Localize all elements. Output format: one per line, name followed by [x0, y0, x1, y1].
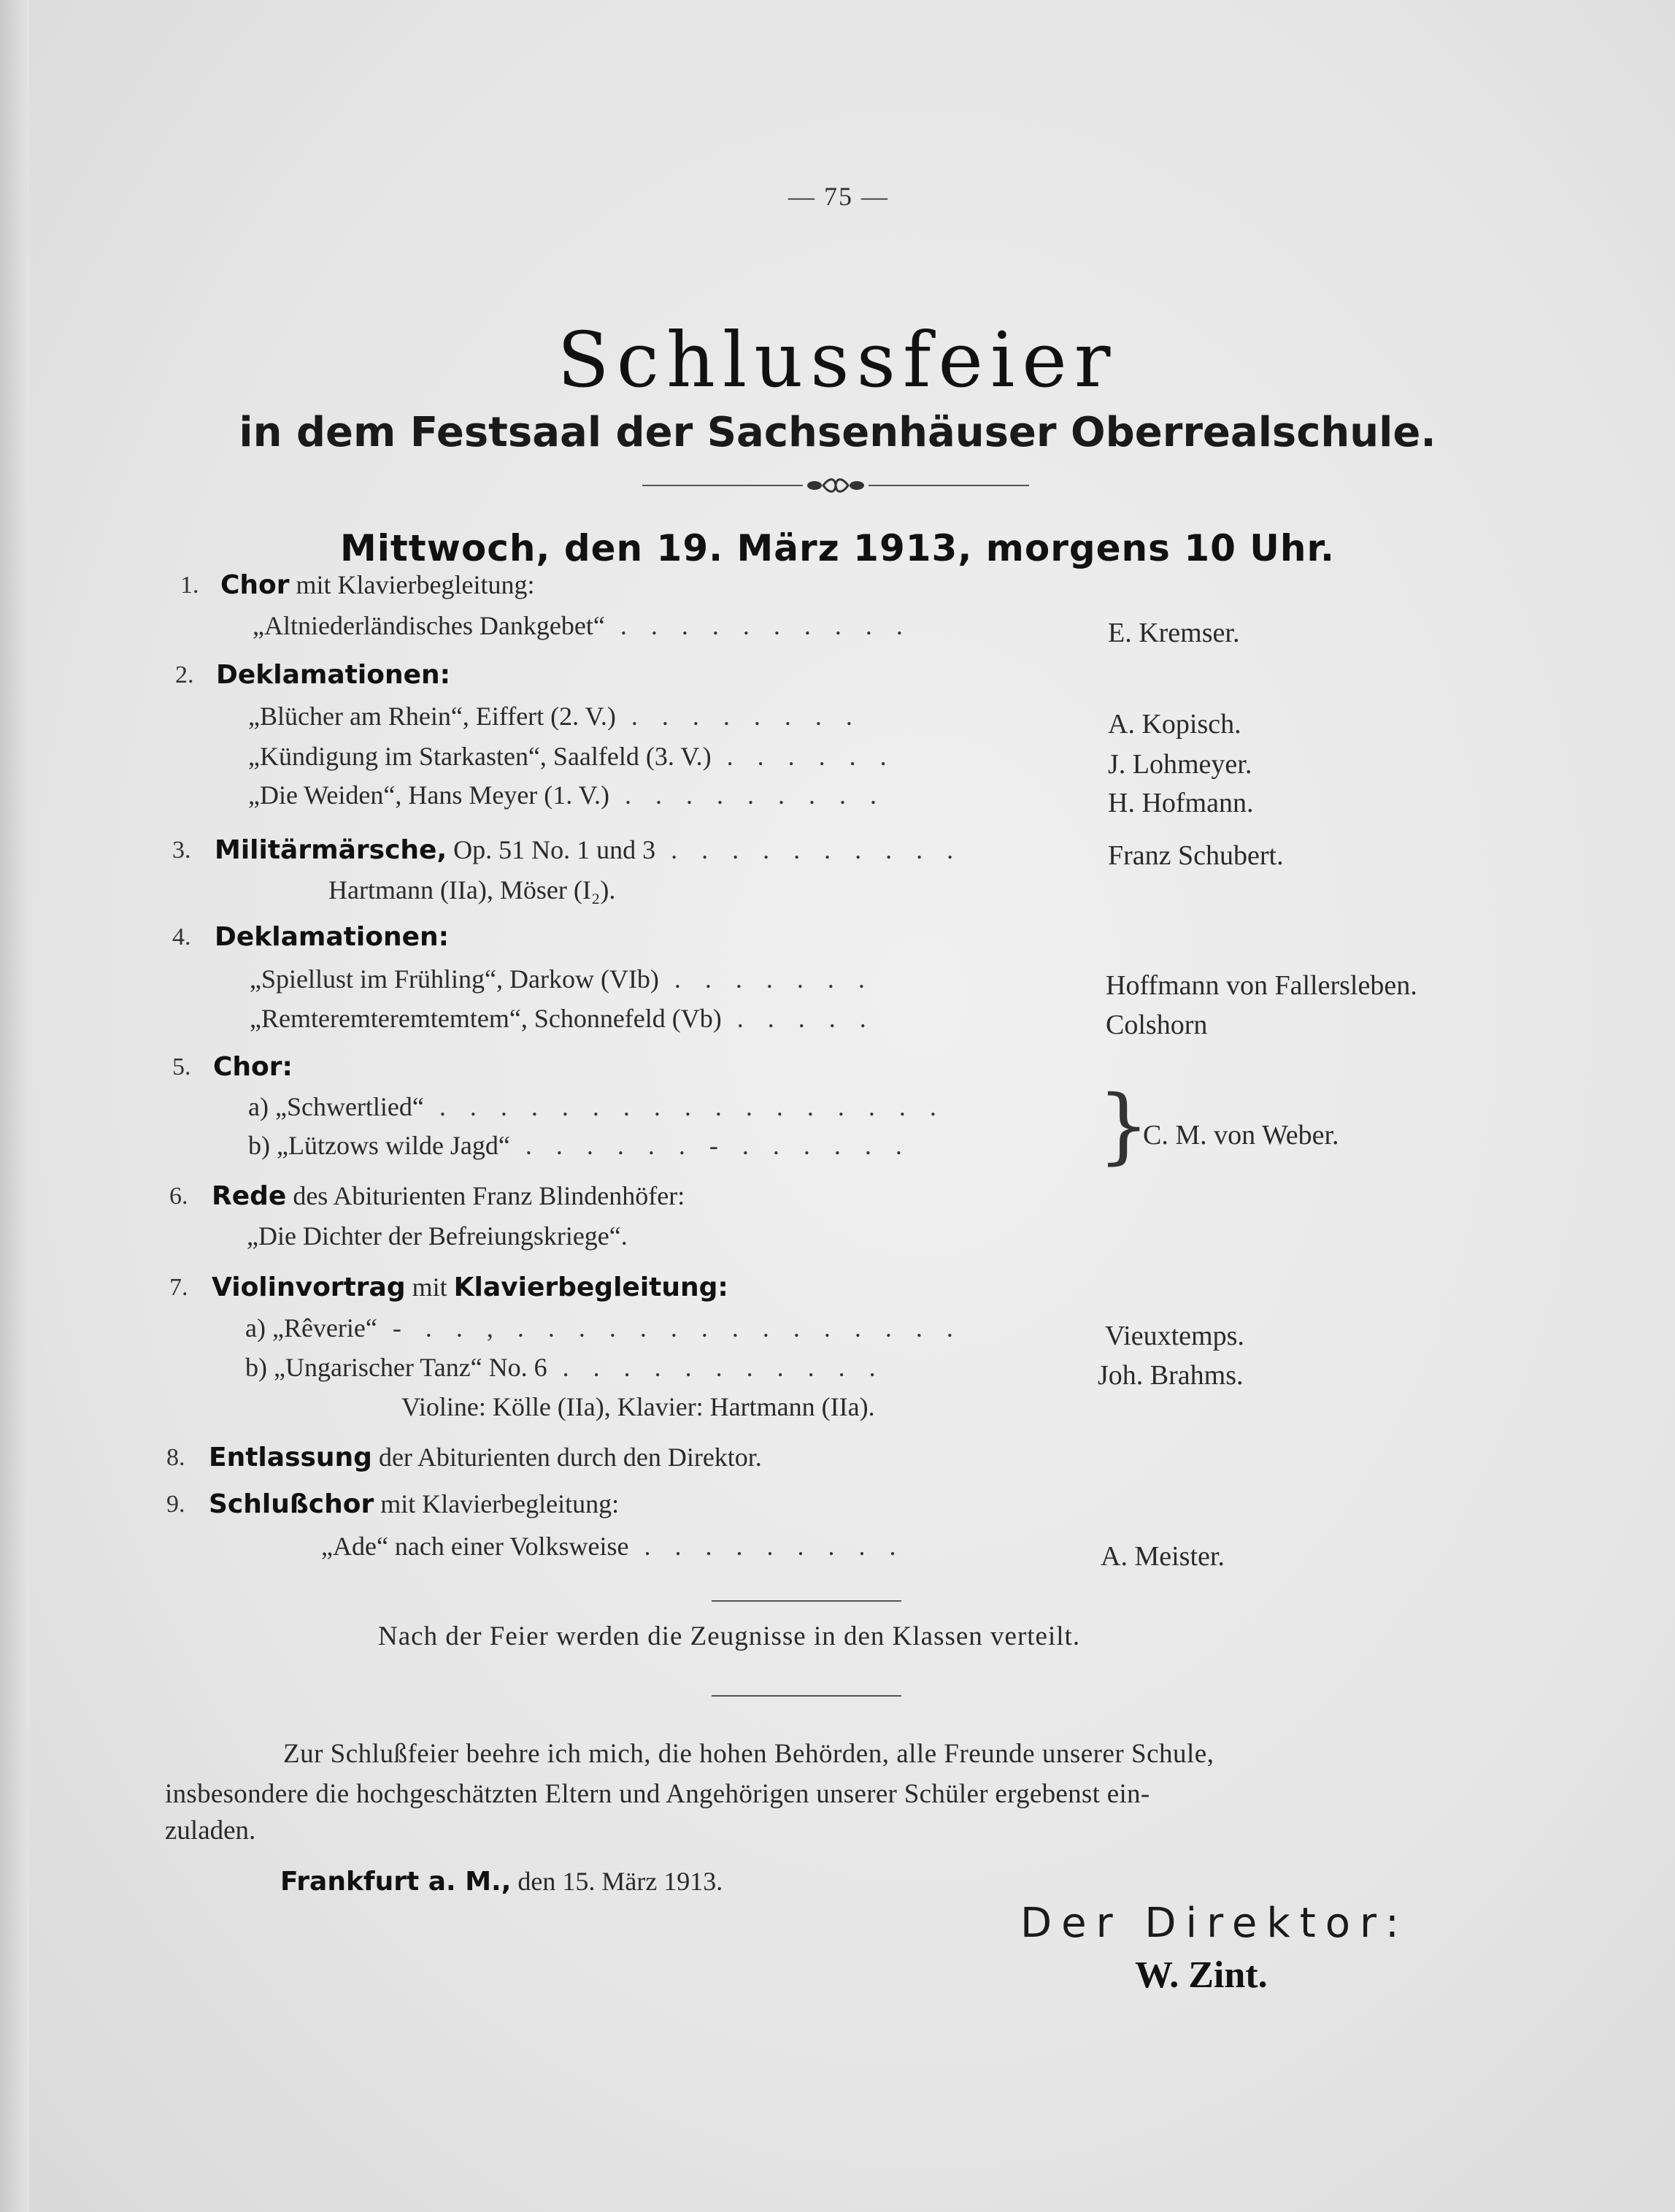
composer: A. Kopisch. — [1108, 709, 1241, 740]
place-date — [280, 1866, 723, 1897]
divider — [712, 1695, 901, 1697]
item-text: Op. 51 No. 1 und 3 — [447, 835, 656, 864]
program-item-4 — [215, 921, 449, 952]
item-number: 6. — [169, 1183, 188, 1210]
piece-title: „Blücher am Rhein“, Eiffert (2. V.) — [248, 702, 616, 731]
signature-name: W. Zint. — [1135, 1954, 1268, 1996]
leader-dots: . . . . . . . . — [615, 702, 861, 731]
item-text: mit Klavierbegleitung: — [289, 570, 535, 599]
piece-title: „Spiellust im Frühling“, Darkow (VIb) — [250, 964, 659, 994]
program-line — [248, 1130, 911, 1161]
composer: H. Hofmann. — [1108, 788, 1254, 818]
leader-dots: . . . . . . . . . — [609, 780, 885, 810]
program-item-5 — [213, 1051, 293, 1082]
program-item-6 — [212, 1180, 685, 1211]
ornament-divider — [642, 475, 1029, 496]
item-number: 5. — [172, 1053, 191, 1080]
divider — [712, 1600, 901, 1602]
invitation-line: zuladen. — [165, 1816, 256, 1846]
performers-line: Hartmann (IIa), Möser (I₂). — [328, 875, 616, 905]
page-title: Schlussfeier — [557, 315, 1118, 404]
leader-dots: . . . . . . . . . . — [604, 611, 912, 640]
event-dateline: Mittwoch, den 19. März 1913, morgens 10 Uhr. — [339, 527, 1336, 569]
signature-label: Der Direktor: — [1020, 1900, 1409, 1947]
composer: Colshorn — [1106, 1010, 1208, 1040]
program-item-8 — [209, 1442, 762, 1472]
piece-title: b) „Ungarischer Tanz“ No. 6 — [245, 1353, 547, 1382]
leader-dots: . . . . . . — [711, 742, 896, 771]
leader-dots: . . . . . . . . . . — [655, 835, 963, 864]
item-heading: Entlassung — [209, 1443, 372, 1472]
program-line — [250, 1003, 875, 1034]
program-item-2 — [216, 659, 450, 690]
program-item-1 — [220, 569, 534, 600]
leader-dots: . . . . . . . . . — [628, 1532, 905, 1561]
composer: Joh. Brahms. — [1098, 1360, 1244, 1391]
program-line — [321, 1531, 905, 1562]
brace: } — [1098, 1078, 1150, 1173]
item-number: 4. — [172, 923, 191, 951]
program-line — [248, 701, 861, 731]
program-line — [253, 610, 912, 641]
item-heading: Militärmärsche, — [215, 835, 447, 865]
composer: J. Lohmeyer. — [1108, 749, 1252, 780]
note-text: Nach der Feier werden die Zeugnisse in den Klassen verteilt. — [378, 1621, 1081, 1651]
program-item-7 — [212, 1272, 728, 1302]
item-heading: Chor — [220, 570, 290, 600]
piece-title: „Die Weiden“, Hans Meyer (1. V.) — [248, 780, 609, 810]
program-line — [248, 780, 885, 810]
date: den 15. März 1913. — [511, 1867, 723, 1896]
speech-title: „Die Dichter der Befreiungskriege“. — [247, 1221, 628, 1251]
piece-title: a) „Rêverie“ — [245, 1313, 377, 1343]
item-number: 9. — [166, 1491, 185, 1518]
piece-title: „Altniederländisches Dankgebet“ — [253, 611, 605, 640]
leader-dots: . . . . . . . . . . . — [547, 1353, 885, 1382]
item-heading: Violinvortrag — [212, 1272, 406, 1302]
program-line — [248, 741, 896, 772]
performers-line: Violine: Kölle (IIa), Klavier: Hartmann (IIa). — [401, 1392, 875, 1421]
program-line — [248, 1091, 945, 1122]
invitation-line: insbesondere die hochgeschätzten Eltern und Angehörigen unserer Schüler ergebenst ein- — [165, 1779, 1150, 1809]
piece-title: „Remteremteremtemtem“, Schonnefeld (Vb) — [250, 1004, 722, 1033]
composer: C. M. von Weber. — [1143, 1120, 1339, 1151]
item-heading: Schlußchor — [209, 1489, 374, 1519]
page-number: — 75 — — [788, 182, 889, 211]
leader-dots: . . . . . . . . . . . . . . . . . — [423, 1092, 945, 1121]
item-heading: Rede — [212, 1181, 287, 1211]
program-item-9 — [209, 1489, 619, 1519]
composer: A. Meister. — [1101, 1541, 1225, 1572]
item-number: 8. — [166, 1444, 185, 1471]
item-number: 2. — [175, 661, 194, 688]
program-line — [250, 964, 874, 994]
program-line — [245, 1352, 885, 1383]
item-text: mit Klavierbegleitung: — [374, 1489, 620, 1518]
leader-dots: . . . . . . - . . . . . . — [509, 1131, 911, 1160]
item-text: der Abiturienten durch den Direktor. — [371, 1443, 762, 1472]
piece-title: a) „Schwertlied“ — [248, 1092, 424, 1121]
item-heading: Chor: — [213, 1052, 293, 1082]
leader-dots: - . . , . . . . . . . . . . . . . . . — [377, 1313, 962, 1343]
program-line — [245, 1313, 962, 1343]
item-heading: Klavierbegleitung: — [453, 1272, 728, 1302]
leader-dots: . . . . . — [721, 1004, 875, 1033]
piece-title: b) „Lützows wilde Jagd“ — [248, 1131, 510, 1160]
piece-title: „Ade“ nach einer Volksweise — [321, 1532, 629, 1561]
item-number: 1. — [180, 572, 199, 599]
composer: E. Kremser. — [1108, 618, 1240, 648]
composer: Hoffmann von Fallersleben. — [1106, 970, 1417, 1001]
composer: Vieuxtemps. — [1105, 1321, 1244, 1351]
item-heading: Deklamationen: — [216, 660, 451, 690]
piece-title: „Kündigung im Starkasten“, Saalfeld (3. V.) — [248, 742, 712, 771]
invitation-line: Zur Schlußfeier beehre ich mich, die hohen Behörden, alle Freunde unserer Schule, — [283, 1739, 1214, 1769]
item-number: 3. — [172, 837, 191, 864]
item-heading: Deklamationen: — [215, 922, 450, 952]
item-text: mit — [405, 1272, 454, 1302]
page-subtitle: in dem Festsaal der Sachsenhäuser Oberrealschule. — [239, 409, 1436, 456]
place: Frankfurt a. M., — [280, 1867, 512, 1897]
item-text: des Abiturienten Franz Blindenhöfer: — [286, 1181, 685, 1210]
item-number: 7. — [169, 1274, 188, 1301]
composer: Franz Schubert. — [1108, 840, 1284, 871]
leader-dots: . . . . . . . — [658, 964, 874, 994]
program-item-3 — [215, 834, 962, 865]
